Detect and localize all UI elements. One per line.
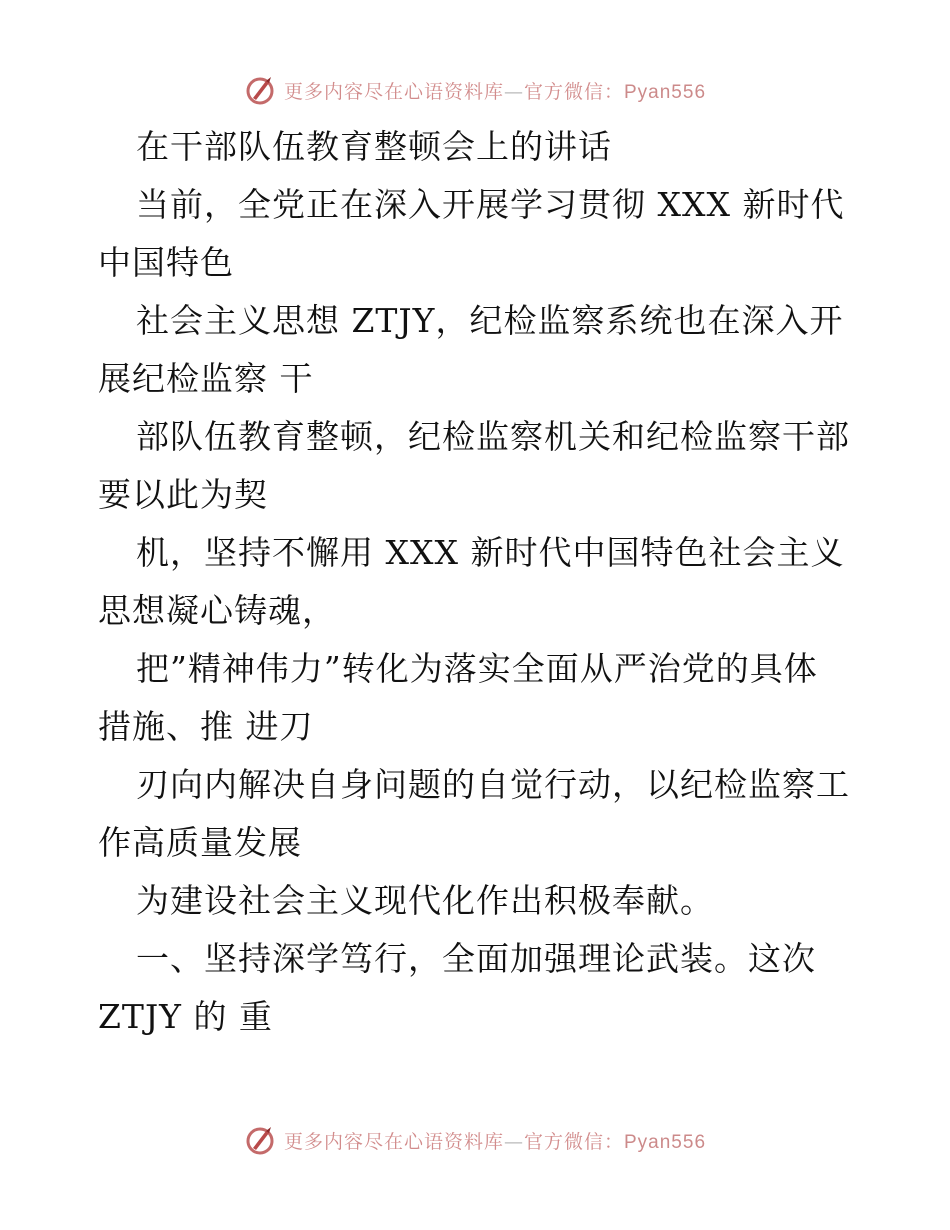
text-line: 为建设社会主义现代化作出积极奉献。	[136, 881, 714, 920]
text-line: 当前，全党正在深入开展学习贯彻 XXX 新时代	[136, 185, 845, 224]
text-line: 社会主义思想 ZTJY，纪检监察系统也在深入开	[136, 301, 844, 340]
text-line: 作高质量发展	[98, 823, 302, 862]
header-watermark	[0, 70, 950, 110]
section-heading-line: 一、坚持深学笃行，全面加强理论武装。这次	[136, 939, 816, 978]
watermark-text: 更多内容尽在心语资料库—官方微信：Pyan556	[283, 80, 707, 103]
text-line: 部队伍教育整顿，纪检监察机关和纪检监察干部	[136, 417, 850, 456]
document-title: 在干部队伍教育整顿会上的讲话	[136, 127, 612, 166]
footer-watermark	[0, 1120, 950, 1160]
watermark-text: 更多内容尽在心语资料库—官方微信：Pyan556	[283, 1130, 707, 1153]
text-line: 展纪检监察 干	[98, 359, 314, 398]
text-line: 思想凝心铸魂，	[98, 591, 336, 630]
text-line: 要以此为契	[98, 475, 268, 514]
text-line: 刃向内解决自身问题的自觉行动，以纪检监察工	[136, 765, 850, 804]
text-line: 机，坚持不懈用 XXX 新时代中国特色社会主义	[136, 533, 845, 572]
text-line: 措施、推 进刀	[98, 707, 314, 746]
text-line: 中国特色	[98, 243, 234, 282]
text-line: ZTJY 的 重	[98, 997, 273, 1036]
text-line: 把”精神伟力”转化为落实全面从严治党的具体	[136, 649, 818, 688]
quill-logo-icon	[244, 74, 276, 106]
quill-logo-icon	[244, 1124, 276, 1156]
document-body	[98, 118, 858, 1046]
